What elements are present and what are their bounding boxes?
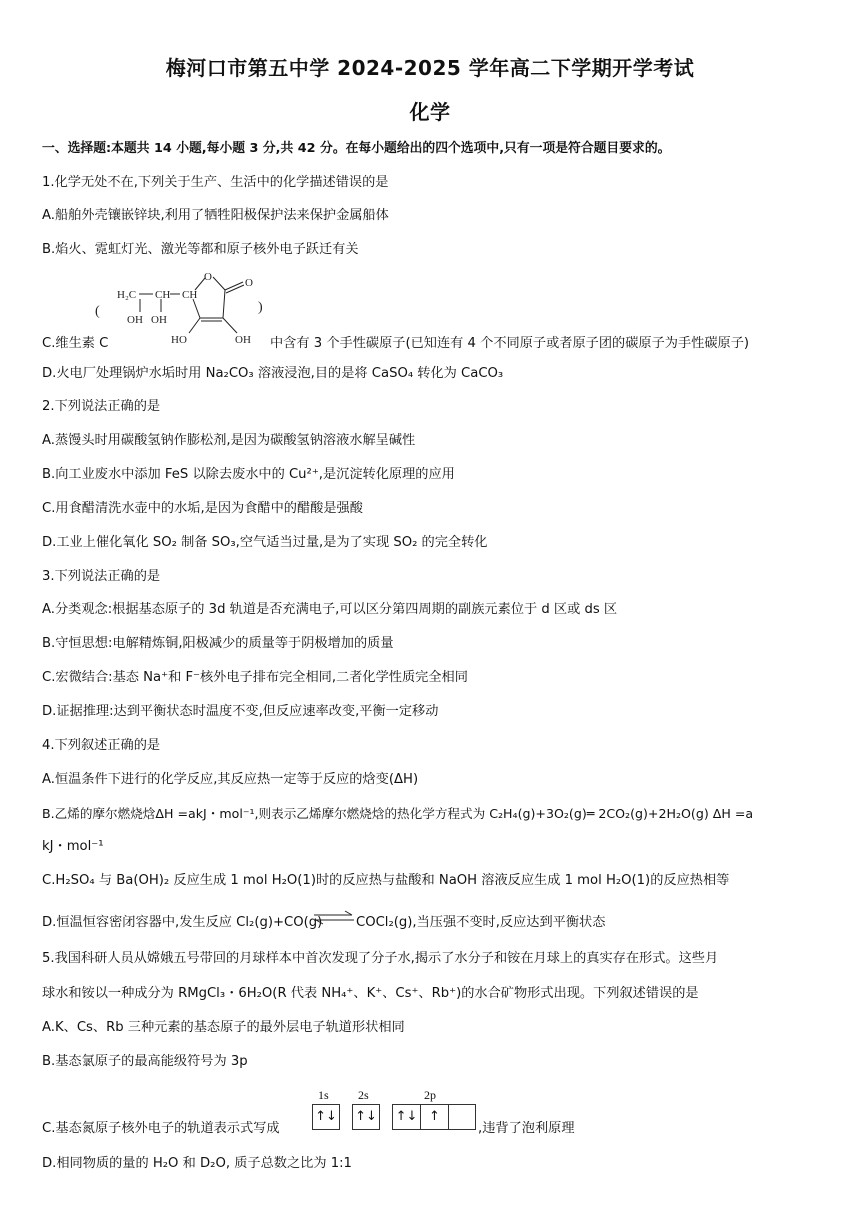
paren-left: (	[95, 304, 100, 319]
oh-label-1: OH	[127, 314, 143, 326]
ch-label-2: CH	[182, 289, 198, 301]
q4-option-b-line2: kJ・mol⁻¹	[42, 839, 104, 854]
q4-option-b-line1: B.乙烯的摩尔燃烧焓ΔH =akJ・mol⁻¹,则表示乙烯摩尔燃烧焓的热化学方程式为 C₂H₄(g)+3O₂(g)═ 2CO₂(g)+2H₂O(g) ΔH =a	[42, 806, 754, 821]
orbital-box-2s	[352, 1104, 380, 1130]
subject-title: 化学	[409, 100, 451, 124]
q5-option-c-suffix: ,违背了泡利原理	[478, 1121, 575, 1136]
ho-label: HO	[171, 334, 187, 346]
q3-option-b: B.守恒思想:电解精炼铜,阳极减少的质量等于阴极增加的质量	[42, 636, 394, 651]
q2-option-b: B.向工业废水中添加 FeS 以除去废水中的 Cu²⁺,是沉淀转化原理的应用	[42, 467, 455, 482]
orbital-box-1s	[312, 1104, 340, 1130]
q2-option-c: C.用食醋清洗水壶中的水垢,是因为食醋中的醋酸是强酸	[42, 501, 363, 516]
q5-stem-line2: 球水和铵以一种成分为 RMgCl₃・6H₂O(R 代表 NH₄⁺、K⁺、Cs⁺、Rb⁺)的水合矿物形式出现。下列叙述错误的是	[42, 986, 699, 1001]
h2c-label: H₂C	[117, 289, 137, 301]
q5-stem-line1: 5.我国科研人员从嫦娥五号带回的月球样本中首次发现了分子水,揭示了水分子和铵在月球上的真实存在形式。这些月	[42, 951, 719, 966]
paren-right: )	[258, 300, 263, 315]
q5-option-a: A.K、Cs、Rb 三种元素的基态原子的最外层电子轨道形状相同	[42, 1020, 405, 1035]
q4-stem: 4.下列叙述正确的是	[42, 738, 161, 753]
orbital-cell-2p-3	[449, 1105, 475, 1129]
q3-option-c: C.宏微结合:基态 Na⁺和 F⁻核外电子排布完全相同,二者化学性质完全相同	[42, 670, 468, 685]
section-heading: 一、选择题:本题共 14 小题,每小题 3 分,共 42 分。在每小题给出的四个选项中,只有一项是符合题目要求的。	[42, 141, 671, 156]
q2-stem: 2.下列说法正确的是	[42, 399, 161, 414]
q1-option-b: B.焰火、霓虹灯光、激光等都和原子核外电子跃迁有关	[42, 242, 359, 257]
orbital-label-2s: 2s	[358, 1088, 369, 1102]
q1-option-a: A.船舶外壳镶嵌锌块,利用了牺牲阳极保护法来保护金属船体	[42, 208, 389, 223]
q3-option-a: A.分类观念:根据基态原子的 3d 轨道是否充满电子,可以区分第四周期的副族元素位于 d 区或 ds 区	[42, 602, 618, 617]
orbital-cell-2p-1: ↑↓	[393, 1105, 421, 1129]
ch-label-1: CH	[155, 289, 171, 301]
orbital-label-1s: 1s	[318, 1088, 329, 1102]
orbital-label-2p: 2p	[424, 1088, 436, 1102]
q5-option-c-prefix: C.基态氮原子核外电子的轨道表示式写成	[42, 1121, 280, 1136]
orbital-cell-2p-2: ↑	[421, 1105, 449, 1129]
orbital-box-2p	[392, 1104, 476, 1130]
ring-oxygen: O	[204, 271, 212, 283]
q2-option-d: D.工业上催化氧化 SO₂ 制备 SO₃,空气适当过量,是为了实现 SO₂ 的完全转化	[42, 535, 488, 550]
q3-option-d: D.证据推理:达到平衡状态时温度不变,但反应速率改变,平衡一定移动	[42, 704, 439, 719]
q1-option-c-suffix: 中含有 3 个手性碳原子(已知连有 4 个不同原子或者原子团的碳原子为手性碳原子)	[270, 336, 750, 351]
q4-option-a: A.恒温条件下进行的化学反应,其反应热一定等于反应的焓变(ΔH)	[42, 772, 419, 787]
q5-option-d: D.相同物质的量的 H₂O 和 D₂O, 质子总数之比为 1:1	[42, 1156, 352, 1171]
q5-option-b: B.基态氯原子的最高能级符号为 3p	[42, 1054, 248, 1069]
q2-option-a: A.蒸馒头时用碳酸氢钠作膨松剂,是因为碳酸氢钠溶液水解呈碱性	[42, 433, 416, 448]
orbital-cell-1s: ↑↓	[315, 1109, 337, 1124]
q1-stem: 1.化学无处不在,下列关于生产、生活中的化学描述错误的是	[42, 175, 389, 190]
q1-option-c-prefix: C.维生素 C	[42, 336, 109, 351]
q3-stem: 3.下列说法正确的是	[42, 569, 161, 584]
q1-option-d: D.火电厂处理锅炉水垢时用 Na₂CO₃ 溶液浸泡,目的是将 CaSO₄ 转化为 CaCO₃	[42, 366, 504, 381]
oh-label-3: OH	[235, 334, 251, 346]
oh-label-2: OH	[151, 314, 167, 326]
equilibrium-arrow-icon	[312, 909, 356, 927]
q4-option-d-prefix: D.恒温恒容密闭容器中,发生反应 Cl₂(g)+CO(g)	[42, 915, 323, 930]
carbonyl-oxygen: O	[245, 277, 253, 289]
exam-title: 梅河口市第五中学 2024-2025 学年高二下学期开学考试	[165, 56, 695, 80]
q4-option-d-suffix: COCl₂(g),当压强不变时,反应达到平衡状态	[356, 915, 606, 930]
q4-option-c: C.H₂SO₄ 与 Ba(OH)₂ 反应生成 1 mol H₂O(1)时的反应热与盐酸和 NaOH 溶液反应生成 1 mol H₂O(1)的反应热相等	[42, 873, 730, 888]
orbital-cell-2s: ↑↓	[355, 1109, 377, 1124]
